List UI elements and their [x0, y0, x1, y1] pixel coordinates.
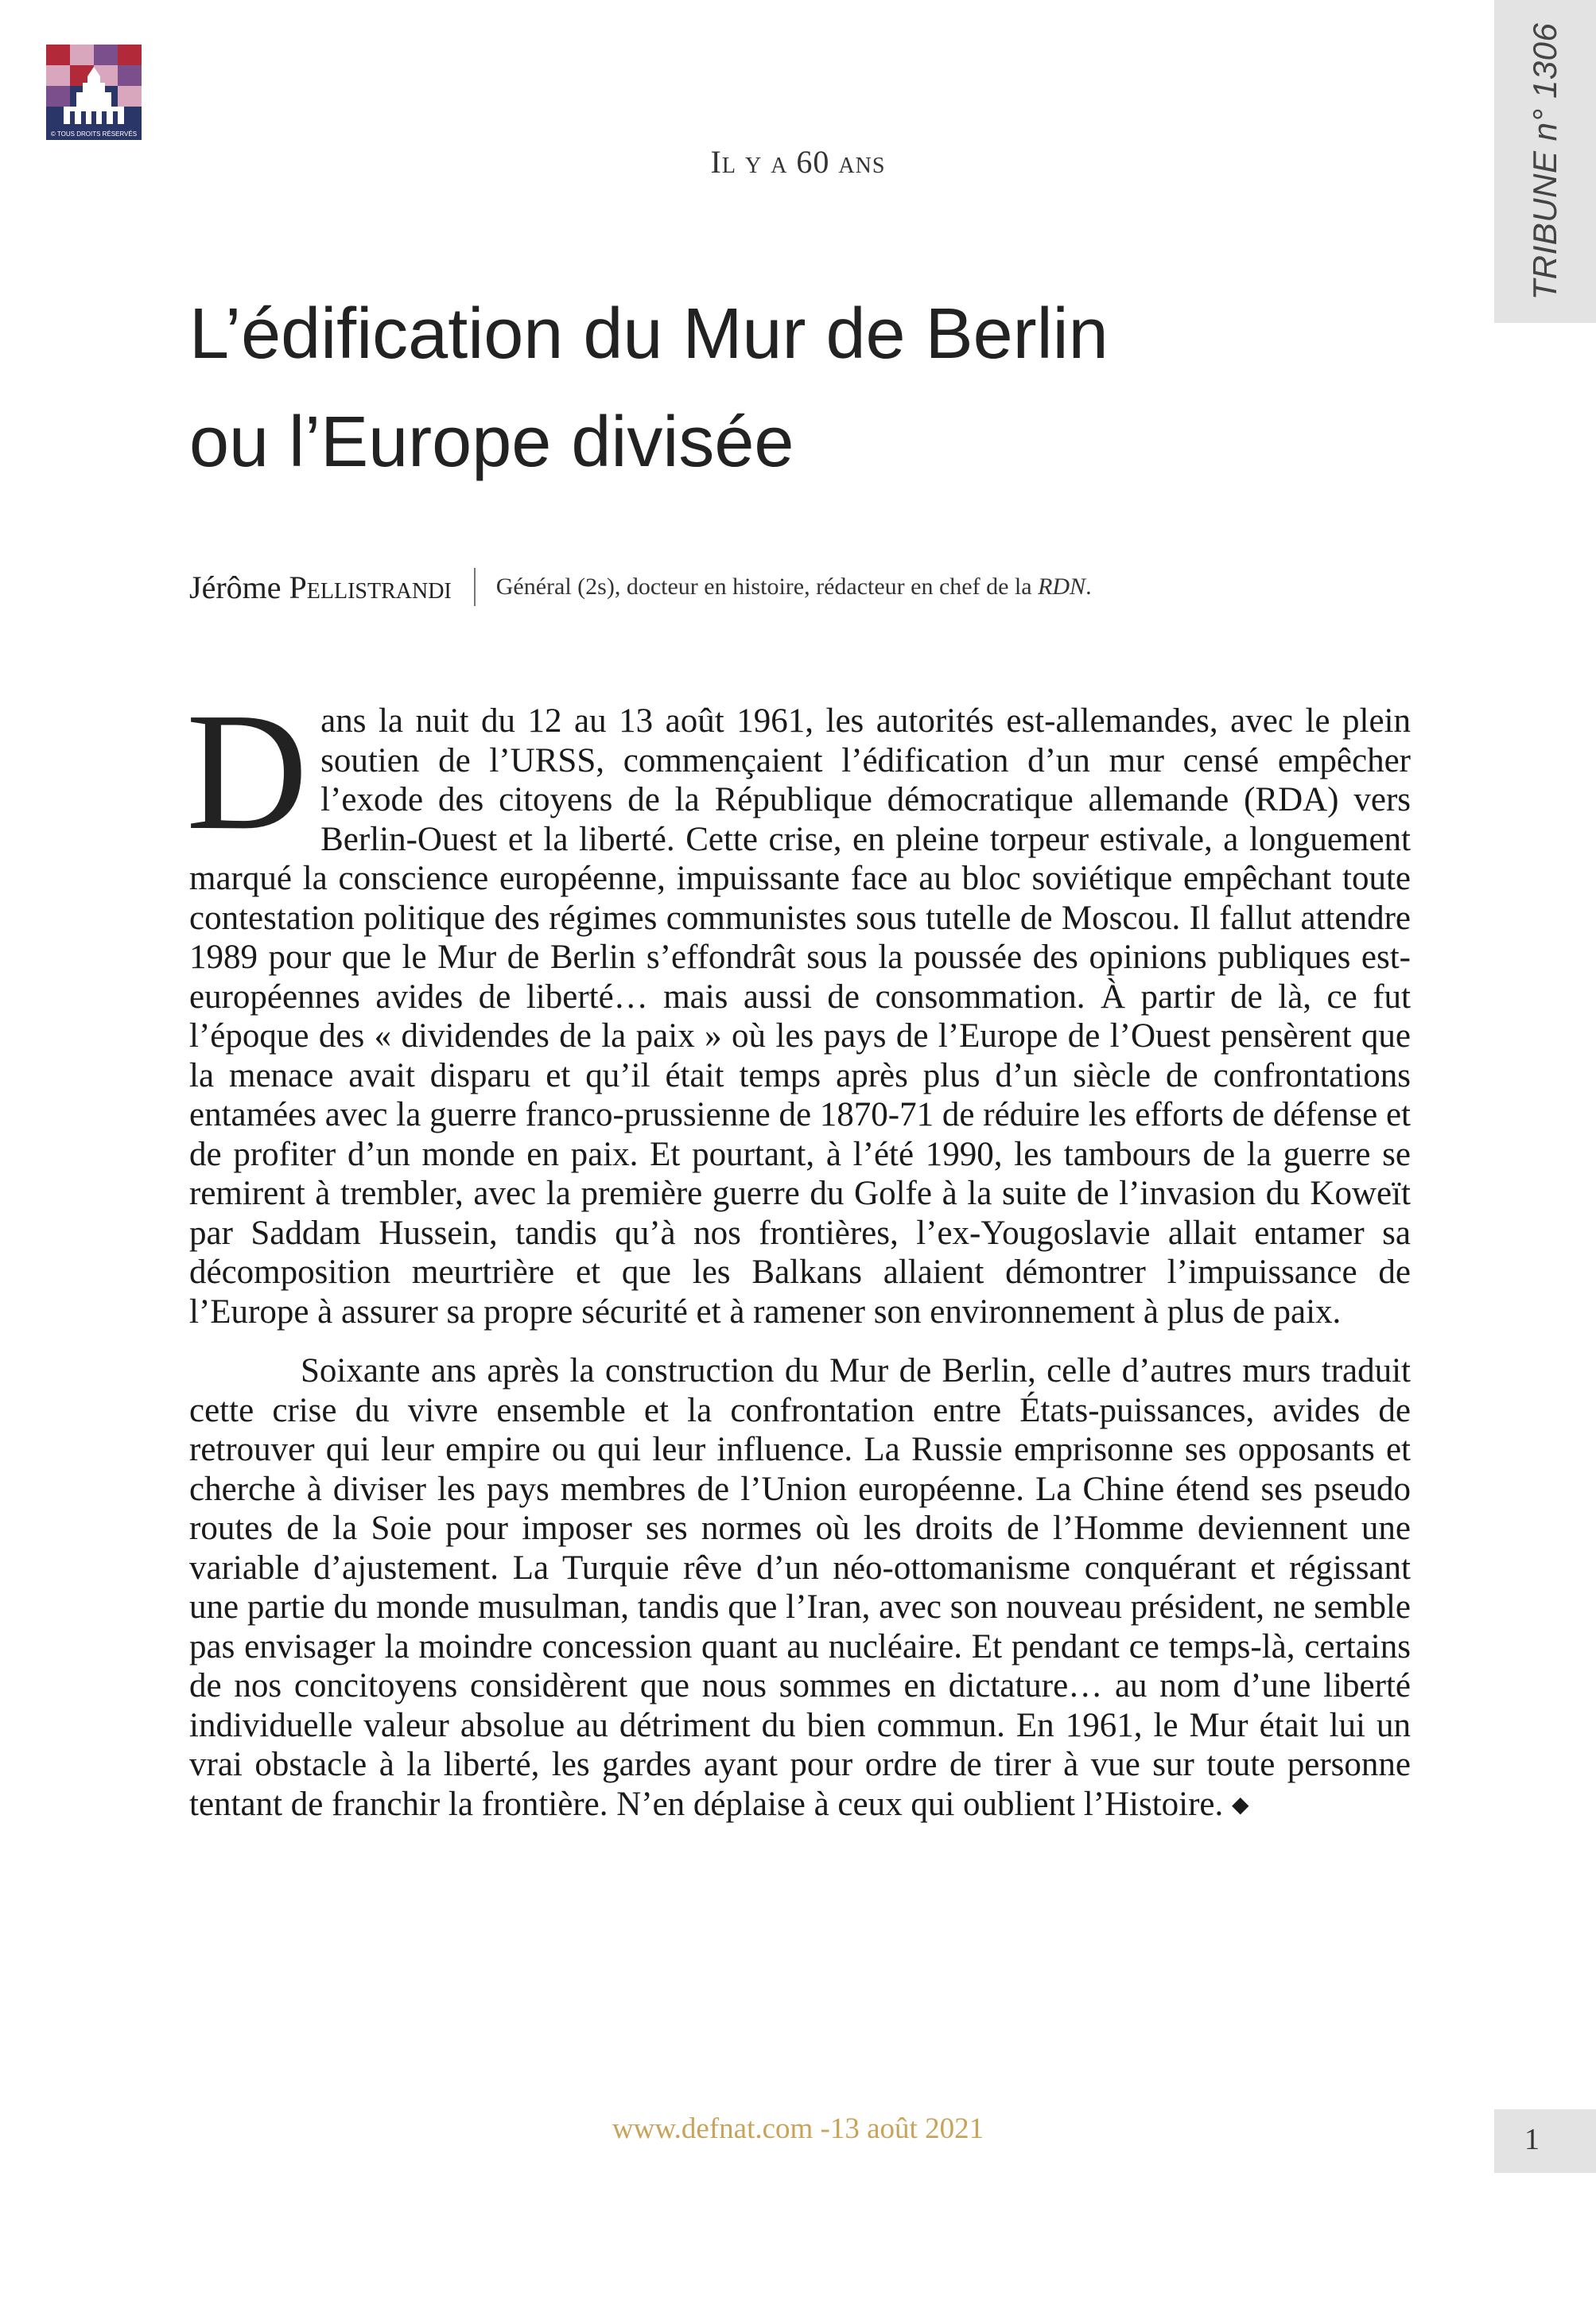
- logo-icon: [46, 45, 142, 140]
- page-number-box: [1494, 2109, 1596, 2173]
- tribune-number-label: TRIBUNE n° 1306: [1526, 22, 1563, 301]
- article-title-line-2: ou l’Europe divisée: [189, 402, 794, 482]
- section-kicker: Il y a 60 ans: [710, 144, 886, 180]
- paragraph-1-text: ans la nuit du 12 au 13 août 1961, les autorités est-allemandes, avec le plein soutien de l’URSS, commençaient l’édification d’un mur censé empêcher l’exode des citoyens de la République démocratique allemande (RDA) vers Berlin-Ouest et la liberté. Cette crise, en pleine torpeur estivale, a longuement marqué la conscience européenne, impuissante face au bloc soviétique empêchant toute contestation politique des régimes communistes sous tutelle de Moscou. Il fallut attendre 1989 pour que le Mur de Berlin s’effondrât sous la poussée des opinions publiques est-européennes avides de liberté… mais aussi de consommation. À partir de là, ce fut l’époque des « dividendes de la paix » où les pays de l’Europe de l’Ouest pensèrent que la menace avait disparu et qu’il était temps après plus d’un siècle de confrontations entamées avec la guerre franco-prussienne de 1870-71 de réduire les efforts de défense et de profiter d’un monde en paix. Et pourtant, à l’été 1990, les tambours de la guerre se remirent à trembler, avec la première guerre du Golfe à la suite de l’invasion du Koweït par Saddam Hussein, tandis qu’à nos frontières, l’ex-Yougoslavie allait entamer sa décomposition meurtrière et que les Balkans allaient démontrer l’impuissance de l’Europe à assurer sa propre sécurité et à ramener son environnement à plus de paix.: [189, 702, 1411, 1331]
- author-name: [189, 569, 452, 606]
- end-mark-icon: ◆: [1232, 1792, 1249, 1817]
- page-number: 1: [1524, 2123, 1540, 2156]
- article-title-line-1: L’édification du Mur de Berlin: [189, 294, 1109, 374]
- drop-cap: D: [186, 678, 309, 865]
- paragraph-2: [189, 1351, 1411, 1825]
- affiliation-text: Général (2s), docteur en histoire, rédacteur en chef de la: [495, 573, 1039, 600]
- publication-logo: [46, 45, 142, 140]
- article-body: [186, 678, 1411, 1825]
- article-title: [189, 280, 1109, 496]
- affiliation-end: .: [1085, 573, 1092, 600]
- byline: [189, 568, 1092, 606]
- author-first-name: Jérôme: [189, 569, 282, 605]
- footer-url-date: www.defnat.com -13 août 2021: [612, 2112, 984, 2145]
- author-last-name: Pellistrandi: [289, 569, 452, 605]
- paragraph-1: [186, 678, 1411, 1331]
- byline-divider: [474, 568, 476, 606]
- paragraph-2-text: Soixante ans après la construction du Mur de Berlin, celle d’autres murs traduit cette crise du vivre ensemble et la confrontation entre États-puissances, avides de retrouver qui leur empire ou qui leur influence. La Russie emprisonne ses opposants et cherche à diviser les pays membres de l’Union européenne. La Chine étend ses pseudo routes de la Soie pour imposer ses normes où les droits de l’Homme deviennent une variable d’ajustement. La Turquie rêve d’un néo-ottomanisme conquérant et régissant une partie du monde musulman, tandis que l’Iran, avec son nouveau président, ne semble pas envisager la moindre concession quant au nucléaire. Et pendant ce temps-là, certains de nos concitoyens considèrent que nous sommes en dictature… au nom d’une liberté individuelle valeur absolue au détriment du bien commun. En 1961, le Mur était lui un vrai obstacle à la liberté, les gardes ayant pour ordre de tirer à vue sur toute personne tentant de franchir la frontière. N’en déplaise à ceux qui oublient l’Histoire.: [189, 1352, 1411, 1823]
- affiliation-rdn: RDN: [1038, 573, 1086, 600]
- author-affiliation: [496, 573, 1092, 601]
- svg-text:© TOUS DROITS RÉSERVÉS: © TOUS DROITS RÉSERVÉS: [50, 130, 138, 138]
